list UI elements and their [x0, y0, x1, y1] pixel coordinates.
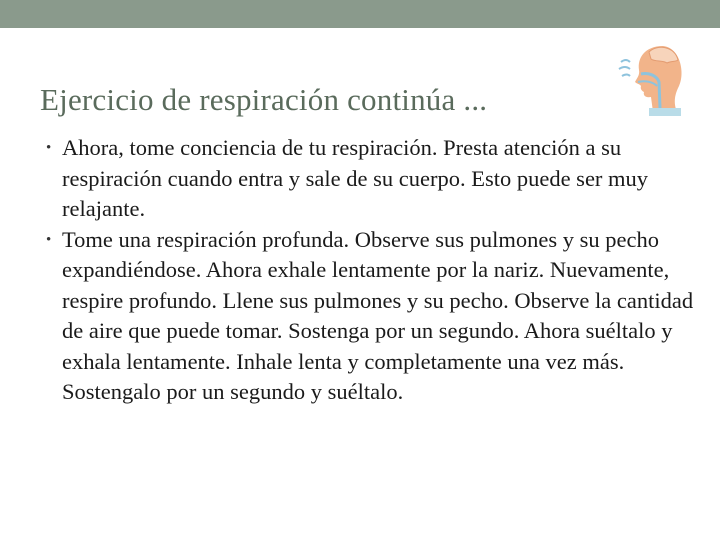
list-item [44, 225, 704, 408]
bullet-marker: • [46, 140, 52, 156]
bullet-marker: • [46, 231, 52, 248]
breathing-head-icon [615, 42, 685, 116]
bullet-text: Ahora, tome conciencia de tu respiración. Presta atención a su respiración cuando entra y sale de su cuerpo. Esto puede ser muy relajante. [62, 135, 649, 221]
bullet-list [44, 133, 704, 408]
list-item [44, 133, 704, 225]
bullet-text: Tome una respiración profunda. Observe sus pulmones y su pecho expandiéndose. Ahora exhale lentamente por la nariz. Nuevamente, respire profundo. Llene sus pulmones y su pecho. Observe la cantidad de aire que puede tomar. Sostenga por un segundo. Ahora suéltalo y exhala lentamente. Inhale lenta y completamente una vez más. Sostengalo por un segundo y suéltalo. [62, 226, 694, 404]
slide-header-bar [0, 0, 720, 28]
slide-title: Ejercicio de respiración continúa ... [40, 82, 488, 117]
